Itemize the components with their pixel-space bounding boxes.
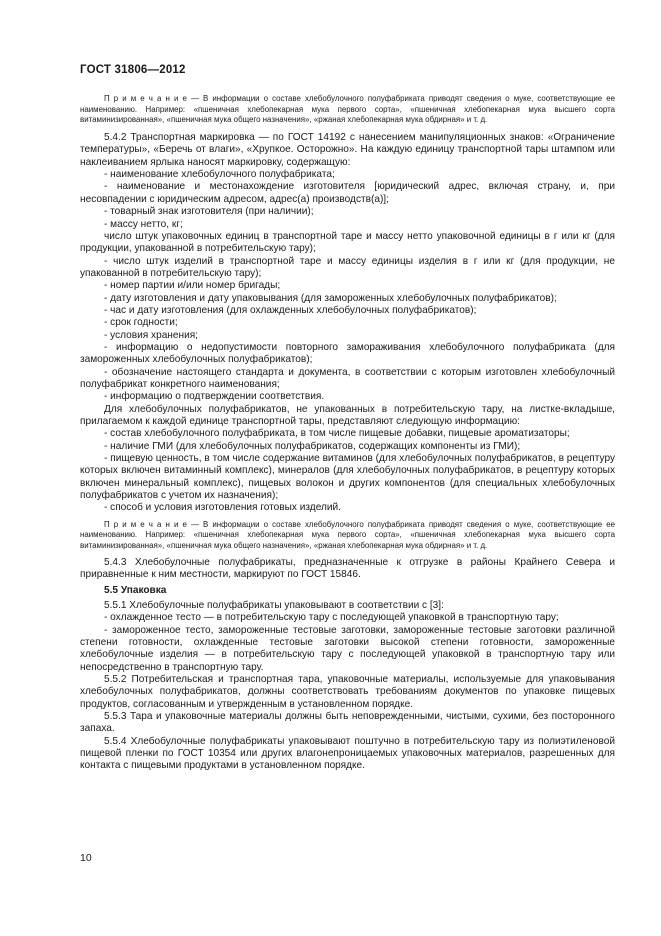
list-item: - способ и условия изготовления готовых изделий. [104, 502, 341, 514]
list-item: - наименование и местонахождение изготовителя [юридический адрес, включая страну, и, при несовпадении с юридическим адресом, адрес(а) производств(а)]; [80, 181, 615, 205]
list-item: число штук упаковочных единиц в транспортной таре и массу нетто упаковочной единицы в г или кг (для продукции, упакованной в потребительскую тару); [80, 230, 615, 255]
clause-5-5-2: 5.5.2 Потребительская и транспортная тара, упаковочные материалы, используемые для упаковывания хлебобулочных полуфабрикатов, должны соответствовать требованиям документов по упаковке пищевых продуктов, согласованным и утвержденным в установленном порядке. [80, 673, 615, 710]
page-content [80, 94, 615, 773]
list-item: - состав хлебобулочного полуфабриката, в том числе пищевые добавки, пищевые ароматизаторы; [104, 428, 570, 440]
list-item: - информацию о недопустимости повторного замораживания хлебобулочного полуфабриката (для замороженных хлебобулочных полуфабрикатов); [80, 341, 615, 366]
list-item: - наименование хлебобулочного полуфабриката; [104, 169, 335, 181]
list-item: - число штук изделий в транспортной таре и массу единицы изделия в г или кг (для продукции, не упакованной в потребительскую тару); [80, 255, 615, 279]
list-item: - массу нетто, кг; [104, 218, 183, 230]
list-item: - информацию о подтверждении соответствия. [104, 391, 325, 403]
list-item: - охлажденное тесто — в потребительскую тару с последующей упаковкой в транспортную тару; [104, 612, 559, 624]
clause-5-5-4: 5.5.4 Хлебобулочные полуфабрикаты упаковывают поштучно в потребительскую тару из полиэтиленовой пищевой пленки по ГОСТ 10354 или других влагонепроницаемых упаковочных материалов, разрешенных для контакта с пищевыми продуктами в установленном порядке. [80, 735, 615, 772]
list-item: - условия хранения; [104, 329, 198, 341]
list-item: - дату изготовления и дату упаковывания (для замороженных хлебобулочных полуфабрикатов); [104, 292, 557, 304]
note-bottom: П р и м е ч а н и е — В информации о составе хлебобулочного полуфабриката приводят сведения о муке, соответствующие ее наименованию. Например: «пшеничная хлебопекарная мука первого сорта», «пшеничная хлебопекарная мука высшего сорта витаминизированная», «пшеничная мука общего назначения», «ржаная хлебопекарная мука обдирная» и т. д. [80, 519, 615, 551]
unpacked-info-paragraph: Для хлебобулочных полуфабрикатов, не упакованных в потребительскую тару, на листке-вкладыше, прилагаемом к каждой единице транспортной тары, представляют следующую информацию: [80, 403, 615, 428]
list-item: - срок годности; [104, 317, 178, 329]
list-item: - замороженное тесто, замороженные тестовые заготовки, замороженные тестовые заготовки различной степени готовности, охлажденные тестовые заготовки высокой степени готовности, замороженные хлебобулочные изделия — в потребительскую тару с последующей упаковкой в транспортную тару или непосредственно в транспортную тару. [80, 624, 615, 673]
clause-5-4-2: 5.4.2 Транспортная маркировка — по ГОСТ 14192 с нанесением манипуляционных знаков: «Ограничение температуры», «Беречь от влаги», «Хрупкое. Осторожно». На каждую единицу транспортной тары штампом или наклеиванием ярлыка наносят маркировку, содержащую: [80, 132, 615, 168]
list-item: - час и дату изготовления (для охлажденных хлебобулочных полуфабрикатов); [104, 304, 477, 316]
clause-5-5-3: 5.5.3 Тара и упаковочные материалы должны быть неповрежденными, чистыми, сухими, без посторонного запаха. [80, 711, 615, 735]
page-header: ГОСТ 31806—2012 [80, 64, 186, 76]
list-item: - товарный знак изготовителя (при наличии); [104, 206, 314, 218]
list-item: - наличие ГМИ (для хлебобулочных полуфабрикатов, содержащих компоненты из ГМИ); [104, 440, 521, 452]
section-title-packaging: 5.5 Упаковка [104, 584, 167, 596]
note-top: П р и м е ч а н и е — В информации о составе хлебобулочного полуфабриката приводят сведения о муке, соответствующие ее наименованию. Например: «пшеничная хлебопекарная мука первого сорта», «пшеничная хлебопекарная мука высшего сорта витаминизированная», «пшеничная мука общего назначения», «ржаная хлебопекарная мука обдирная» и т. д. [80, 94, 615, 125]
page-number: 10 [80, 852, 92, 864]
clause-5-4-3: 5.4.3 Хлебобулочные полуфабрикаты, предназначенные к отгрузке в районы Крайнего Севера и приравненные к ним местности, маркируют по ГОСТ 15846. [80, 556, 615, 581]
list-item: - пищевую ценность, в том числе содержание витаминов (для хлебобулочных полуфабрикатов, в рецептуру которых включен витаминный комплекс), минералов (для хлебобулочных полуфабрикатов, в рецептуру которых включен минеральный комплекс), пищевых волокон и других компонентов (для специальных хлебобулочных полуфабрикатов с учетом их назначения); [80, 453, 615, 502]
list-item: - обозначение настоящего стандарта и документа, в соответствии с которым изготовлен хлебобулочный полуфабрикат конкретного наименования; [80, 366, 615, 390]
list-item: - номер партии и/или номер бригады; [104, 280, 281, 292]
clause-5-5-1: 5.5.1 Хлебобулочные полуфабрикаты упаковывают в соответствии с [3]: [104, 599, 444, 611]
